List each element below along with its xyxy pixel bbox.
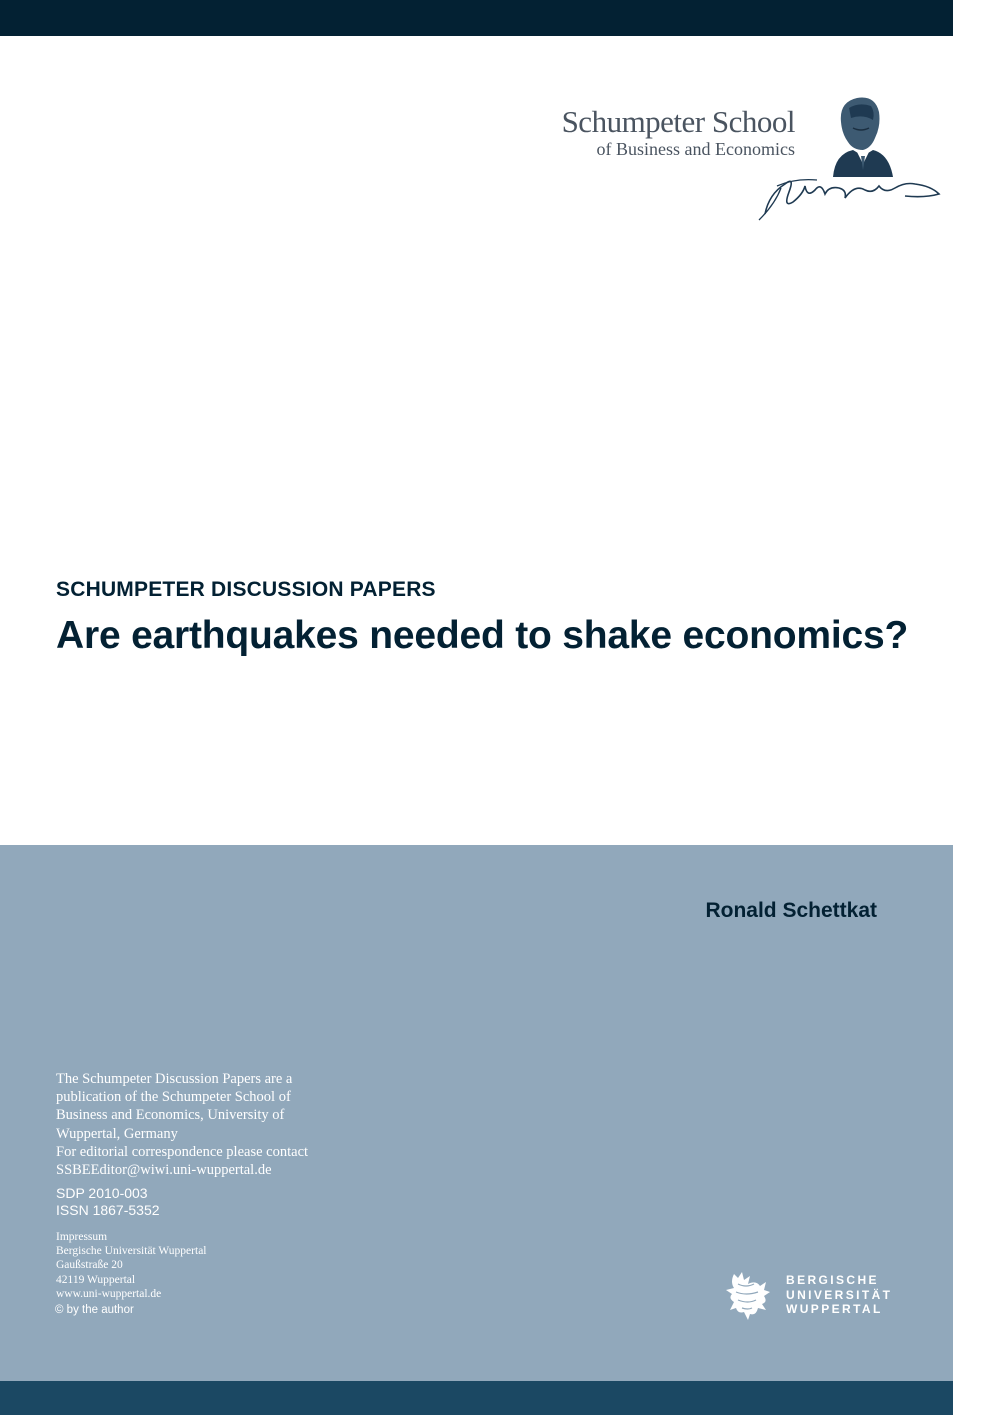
university-logo bbox=[726, 1270, 906, 1320]
university-line: UNIVERSITÄT bbox=[786, 1287, 893, 1302]
logo-school-name: Schumpeter School bbox=[561, 104, 795, 139]
about-text bbox=[56, 1070, 346, 1179]
about-email: SSBEEditor@wiwi.uni-wuppertal.de bbox=[56, 1162, 272, 1179]
paper-identifiers bbox=[56, 1185, 160, 1219]
page-margin bbox=[953, 0, 1000, 1415]
info-band bbox=[0, 845, 953, 1381]
impressum-line: Bergische Universität Wuppertal bbox=[56, 1245, 207, 1258]
series-label: SCHUMPETER DISCUSSION PAPERS bbox=[56, 578, 436, 601]
paper-title: Are earthquakes needed to shake economics? bbox=[56, 614, 909, 657]
about-line: Business and Economics, University of bbox=[56, 1107, 285, 1124]
university-name bbox=[786, 1273, 892, 1317]
author-name: Ronald Schettkat bbox=[705, 899, 877, 922]
about-line: For editorial correspondence please contact bbox=[56, 1143, 309, 1160]
schumpeter-school-logo bbox=[555, 92, 945, 224]
issn-number: ISSN 1867-5352 bbox=[56, 1202, 160, 1218]
top-bar bbox=[0, 0, 953, 36]
about-line: The Schumpeter Discussion Papers are a bbox=[56, 1071, 293, 1087]
impressum-line: www.uni-wuppertal.de bbox=[56, 1287, 162, 1300]
about-line: Wuppertal, Germany bbox=[56, 1125, 178, 1142]
university-line: WUPPERTAL bbox=[786, 1302, 883, 1317]
impressum bbox=[56, 1230, 207, 1301]
logo-school-sub: of Business and Economics bbox=[596, 139, 795, 159]
university-line: BERGISCHE bbox=[786, 1273, 879, 1287]
copyright-notice: © by the author bbox=[55, 1304, 134, 1316]
impressum-line: Gaußstraße 20 bbox=[56, 1259, 123, 1272]
university-lion-icon bbox=[726, 1270, 772, 1320]
impressum-line: Impressum bbox=[56, 1231, 108, 1243]
signature-icon bbox=[755, 164, 945, 222]
impressum-line: 42119 Wuppertal bbox=[56, 1273, 136, 1286]
sdp-number: SDP 2010-003 bbox=[56, 1185, 148, 1201]
bottom-bar bbox=[0, 1381, 953, 1415]
about-line: publication of the Schumpeter School of bbox=[56, 1089, 291, 1106]
